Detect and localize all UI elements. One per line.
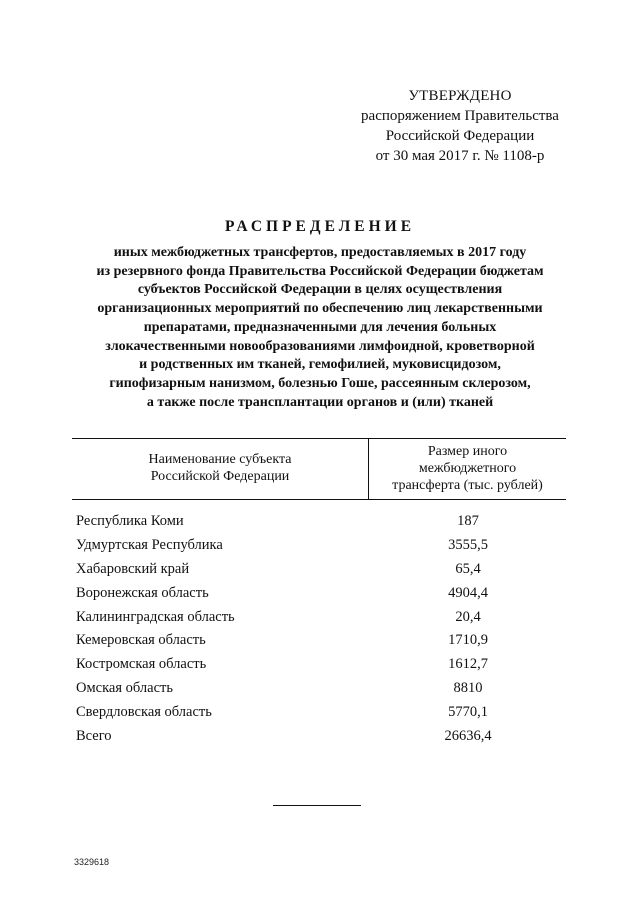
- total-label: Всего: [76, 728, 112, 745]
- table-row: [76, 653, 566, 677]
- transfer-amount: 65,4: [455, 560, 481, 577]
- approval-date-number: от 30 мая 2017 г. № 1108-р: [375, 148, 545, 164]
- table-header: [72, 438, 566, 500]
- subtitle-line: а также после трансплантации органов и (или) тканей: [146, 394, 494, 410]
- transfer-amount: 187: [457, 513, 479, 529]
- subtitle-line: организационных мероприятий по обеспечению лиц лекарственными: [97, 301, 543, 317]
- table-row: [76, 558, 566, 582]
- region-name: Кемеровская область: [76, 632, 206, 649]
- transfer-amount: 20,4: [455, 608, 481, 625]
- table-row: [76, 606, 566, 630]
- document-subtitle: [40, 244, 600, 412]
- column-header-amount: Размер иного межбюджетного трансферта (тыс. рублей): [392, 444, 543, 493]
- table-row: [76, 510, 566, 534]
- table-row: [76, 701, 566, 725]
- subtitle-line: препаратами, предназначенными для лечения больных: [143, 319, 497, 335]
- transfer-amount: 3555,5: [448, 536, 488, 553]
- transfer-amount: 1710,9: [448, 632, 488, 649]
- region-name: Воронежская область: [76, 584, 209, 601]
- end-rule: [273, 805, 361, 806]
- subtitle-line: злокачественными новообразованиями лимфоидной, кроветворной: [105, 338, 535, 354]
- total-amount: 26636,4: [444, 728, 492, 745]
- approval-line: распоряжением Правительства: [361, 108, 559, 124]
- transfer-amount: 8810: [453, 680, 483, 697]
- subtitle-line: из резервного фонда Правительства Российской Федерации бюджетам: [96, 263, 544, 279]
- subtitle-line: субъектов Российской Федерации в целях осуществления: [137, 282, 503, 298]
- transfer-amount: 1612,7: [448, 656, 488, 673]
- document-code: 3329618: [74, 857, 110, 867]
- region-name: Омская область: [76, 680, 173, 697]
- subtitle-line: и родственных им тканей, гемофилией, муковисцидозом,: [139, 357, 501, 373]
- document-title: РАСПРЕДЕЛЕНИЕ: [224, 218, 416, 235]
- column-header-name: Наименование субъекта Российской Федерации: [148, 452, 292, 484]
- subtitle-line: гипофизарным нанизмом, болезнью Гоше, рассеянным склерозом,: [109, 375, 531, 391]
- table-row-total: [76, 725, 566, 749]
- approval-line: Российской Федерации: [385, 128, 535, 144]
- approval-stamp: УТВЕРЖДЕНО: [408, 88, 512, 104]
- region-name: Удмуртская Республика: [76, 536, 223, 553]
- transfer-amount: 5770,1: [448, 704, 488, 721]
- region-name: Калининградская область: [76, 608, 235, 625]
- region-name: Хабаровский край: [76, 560, 190, 577]
- table-row: [76, 582, 566, 606]
- subtitle-line: иных межбюджетных трансфертов, предоставляемых в 2017 году: [113, 245, 527, 260]
- table-row: [76, 534, 566, 558]
- approval-block: [330, 86, 590, 166]
- table-row: [76, 677, 566, 701]
- region-name: Свердловская область: [76, 704, 212, 721]
- table-row: [76, 629, 566, 653]
- transfer-amount: 4904,4: [448, 584, 488, 601]
- table-body: [76, 510, 566, 749]
- region-name: Костромская область: [76, 656, 207, 673]
- region-name: Республика Коми: [76, 513, 184, 529]
